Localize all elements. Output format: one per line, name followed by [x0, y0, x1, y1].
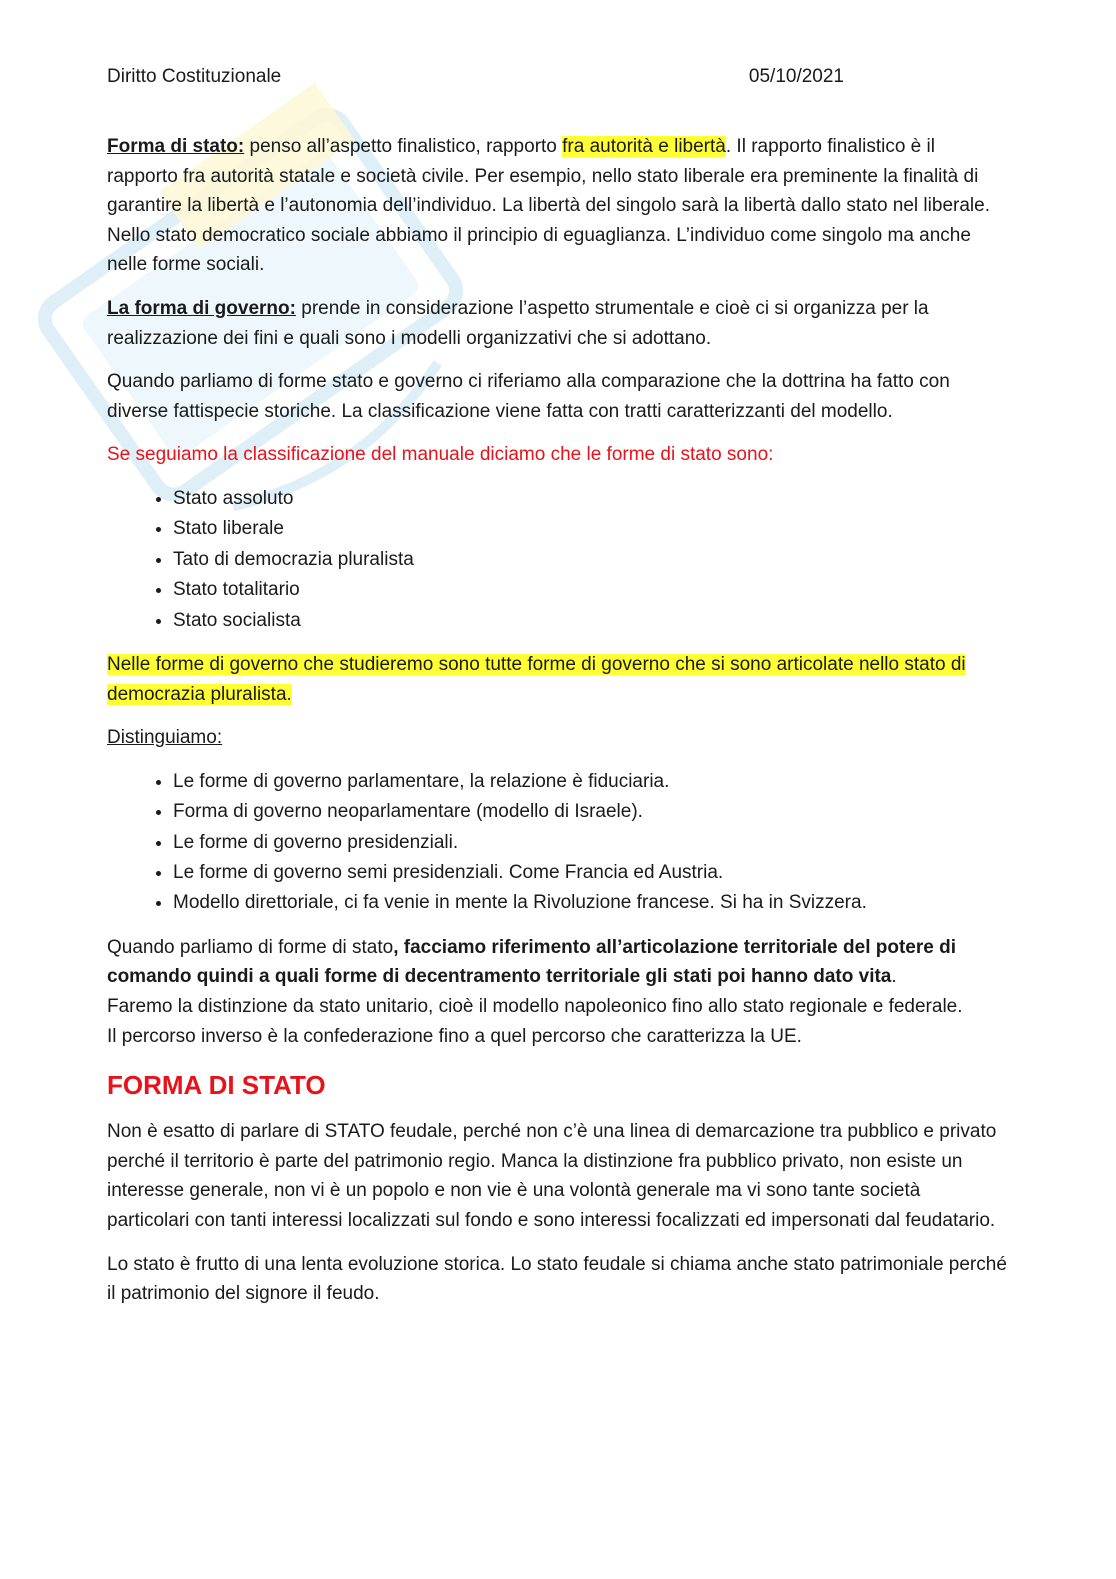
paragraph-distinguiamo [107, 723, 1007, 753]
list-item: • Le forme di governo parlamentare, la relazione è fiduciaria. [173, 767, 1007, 797]
paragraph-text: prende in considerazione l’aspetto strumentale e cioè ci si organizza per la realizzazione dei fini e quali sono i modelli organizzativi che si adottano. [107, 297, 929, 349]
list-item: • Stato assoluto [173, 484, 1007, 514]
paragraph-forma-di-governo [107, 294, 1007, 353]
list-item: • Le forme di governo semi presidenziali. Come Francia ed Austria. [173, 858, 1007, 888]
paragraph-comparazione: Quando parliamo di forme stato e governo ci riferiamo alla comparazione che la dottrina ha fatto con diverse fattispecie storiche. La classificazione viene fatta con tratti caratterizzanti del modello. [107, 371, 950, 422]
course-title: Diritto Costituzionale [107, 66, 282, 87]
paragraph-classificazione-red: Se seguiamo la classificazione del manuale diciamo che le forme di stato sono: [107, 444, 774, 466]
document-body [107, 132, 1007, 1323]
list-item: • Stato liberale [173, 514, 1007, 544]
paragraph-highlighted [107, 650, 1007, 709]
term-forma-di-stato: Forma di stato: [107, 136, 245, 157]
list-item: • Modello direttoriale, ci fa venie in mente la Rivoluzione francese. Si ha in Svizzera. [173, 888, 1007, 918]
bold-text: , facciamo riferimento all’articolazione territoriale del potere di comando quindi a quali forme di decentramento territoriale gli stati poi hanno dato vita [107, 936, 956, 988]
paragraph-evoluzione: Lo stato è frutto di una lenta evoluzione storica. Lo stato feudale si chiama anche stato patrimoniale perché il patrimonio del signore il feudo. [107, 1253, 1007, 1305]
list-item: • Forma di governo neoparlamentare (modello di Israele). [173, 797, 1007, 827]
paragraph-text: Faremo la distinzione da stato unitario, cioè il modello napoleonico fino allo stato regionale e federale. [107, 995, 963, 1017]
list-item: • Stato socialista [173, 606, 1007, 636]
paragraph-text: . [891, 966, 897, 988]
list-item: • Le forme di governo presidenziali. [173, 828, 1007, 858]
highlighted-text: fra autorità e libertà [562, 136, 726, 157]
page-header [107, 66, 844, 88]
term-forma-di-governo: La forma di governo: [107, 297, 296, 319]
list-forme-di-governo [107, 767, 1007, 919]
list-item: • Tato di democrazia pluralista [173, 545, 1007, 575]
paragraph-text: penso all’aspetto finalistico, rapporto [244, 136, 563, 157]
list-item: • Stato totalitario [173, 575, 1007, 605]
paragraph-text: Quando parliamo di forme di stato [107, 936, 394, 958]
highlighted-text: Nelle forme di governo che studieremo sono tutte forme di governo che si sono articolate nello stato di democrazia pluralista. [107, 653, 966, 705]
list-forme-di-stato [107, 484, 1007, 636]
underlined-text: Distinguiamo: [107, 727, 223, 749]
section-heading: FORMA DI STATO [107, 1070, 326, 1101]
document-date: 05/10/2021 [748, 66, 844, 87]
paragraph-stato-feudale: Non è esatto di parlare di STATO feudale, perché non c’è una linea di demarcazione tra pubblico e privato perché il territorio è parte del patrimonio regio. Manca la distinzione fra pubblico privato, non esiste un interesse generale, non vi è un popolo e non vie è una volontà generale ma vi sono tante società particolari con tanti interessi localizzati sul fondo e sono interessi focalizzati ed impersonati dal feudatario. [107, 1121, 997, 1231]
paragraph-text: Il percorso inverso è la confederazione fino a quel percorso che caratterizza la UE. [107, 1025, 802, 1047]
paragraph-text: . Il rapporto finalistico è il rapporto fra autorità statale e società civile. Per esempio, nello stato liberale era preminente la finalità di garantire la libertà e l’autonomia dell’individuo. La libertà del singolo sarà la libertà dallo stato nel liberale. Nello stato democratico sociale abbiamo il principio di eguaglianza. L’individuo come singolo ma anche nelle forme sociali. [107, 136, 990, 276]
paragraph-forma-di-stato [107, 132, 1007, 280]
paragraph-decentramento [107, 933, 1007, 1051]
